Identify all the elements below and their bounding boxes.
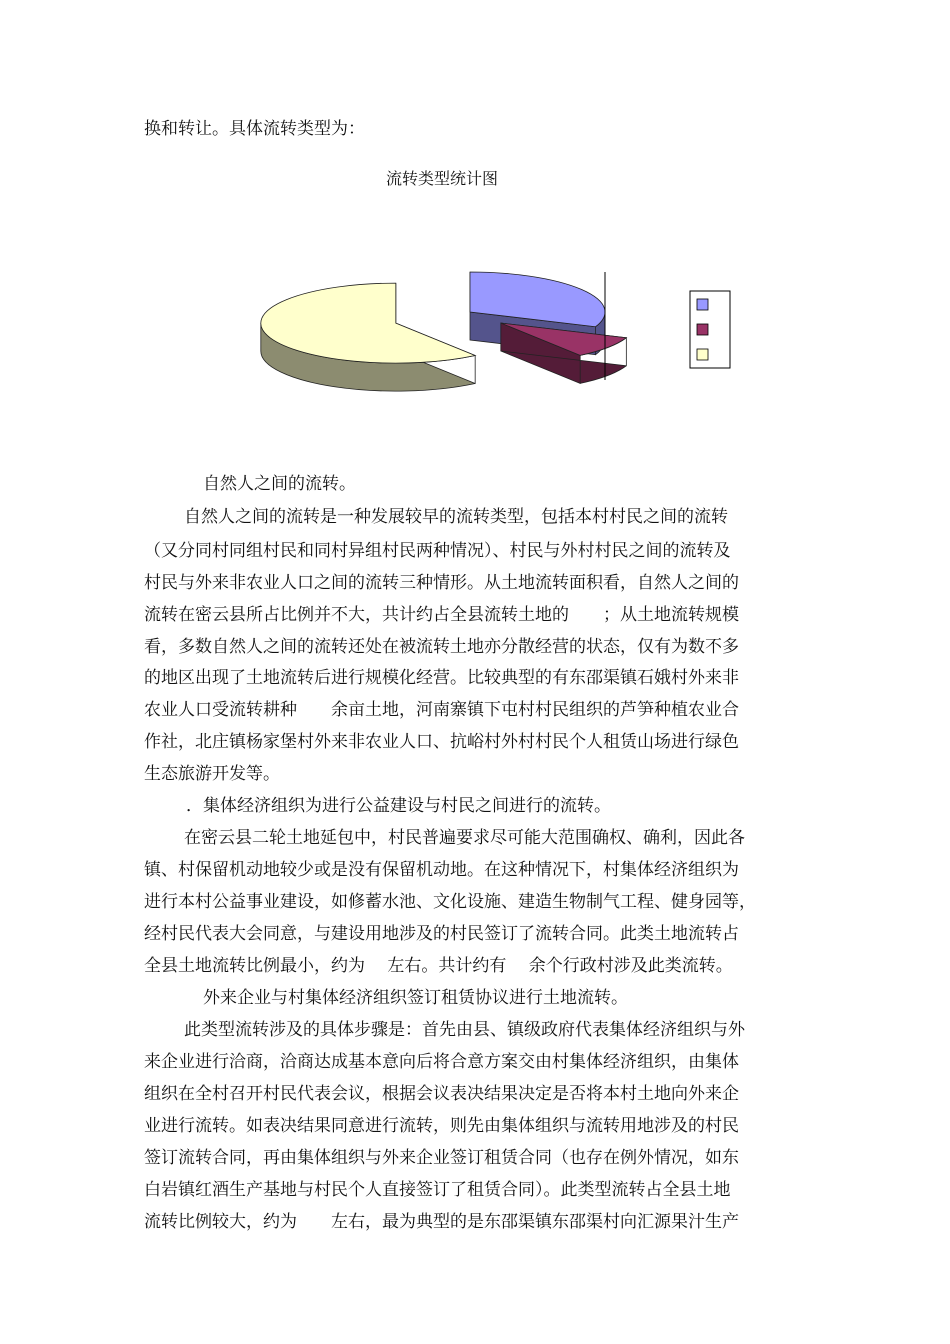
paragraph-line: 组织在全村召开村民代表会议，根据会议表决结果决定是否将本村土地向外来企 [144, 1084, 739, 1104]
paragraph-line: 流转比例较大，约为 左右，最为典型的是东邵渠镇东邵渠村向汇源果汁生产 [144, 1212, 739, 1232]
paragraph-line: 签订流转合同，再由集体组织与外来企业签订租赁合同（也存在例外情况，如东 [144, 1148, 739, 1168]
paragraph-line: 在密云县二轮土地延包中，村民普遍要求尽可能大范围确权、确利，因此各 [184, 828, 745, 848]
paragraph-line: 全县土地流转比例最小，约为 左右。共计约有 余个行政村涉及此类流转。 [144, 956, 733, 976]
paragraph-line: 进行本村公益事业建设，如修蓄水池、文化设施、建造生物制气工程、健身园等， [144, 892, 756, 912]
paragraph-line: 此类型流转涉及的具体步骤是：首先由县、镇级政府代表集体经济组织与外 [184, 1020, 745, 1040]
paragraph-line: 村民与外来非农业人口之间的流转三种情形。从土地流转面积看，自然人之间的 [144, 573, 739, 593]
paragraph-line: 看，多数自然人之间的流转还处在被流转土地亦分散经营的状态，仅有为数不多 [144, 637, 739, 657]
paragraph-line: ．集体经济组织为进行公益建设与村民之间进行的流转。 [186, 796, 611, 816]
intro-line: 换和转让。具体流转类型为： [144, 119, 365, 139]
paragraph-line: 农业人口受流转耕种 余亩土地，河南寨镇下屯村村民组织的芦笋种植农业合 [144, 700, 739, 720]
paragraph-line: 流转在密云县所占比例并不大，共计约占全县流转土地的 ；从土地流转规模 [144, 605, 739, 625]
paragraph-line: 业进行流转。如表决结果同意进行流转，则先由集体组织与流转用地涉及的村民 [144, 1116, 739, 1136]
paragraph-line: 作社，北庄镇杨家堡村外来非农业人口、抗峪村外村村民个人租赁山场进行绿色 [144, 732, 739, 752]
legend-swatch-3 [697, 349, 708, 360]
pie-chart [0, 0, 950, 420]
chart-title: 流转类型统计图 [386, 169, 499, 188]
paragraph-line: 来企业进行洽商，洽商达成基本意向后将合意方案交由村集体经济组织，由集体 [144, 1052, 739, 1072]
paragraph-line: 的地区出现了土地流转后进行规模化经营。比较典型的有东邵渠镇石娥村外来非 [144, 668, 739, 688]
paragraph-line: 经村民代表大会同意，与建设用地涉及的村民签订了流转合同。此类土地流转占 [144, 924, 739, 944]
chart-legend-box [690, 291, 730, 368]
paragraph-line: 镇、村保留机动地较少或是没有保留机动地。在这种情况下，村集体经济组织为 [144, 860, 739, 880]
paragraph-line: 白岩镇红酒生产基地与村民个人直接签订了租赁合同）。此类型流转占全县土地 [144, 1180, 731, 1200]
legend-swatch-1 [697, 299, 708, 310]
paragraph-line: 外来企业与村集体经济组织签订租赁协议进行土地流转。 [203, 988, 628, 1008]
legend-swatch-2 [697, 324, 708, 335]
paragraph-line: 自然人之间的流转。 [203, 474, 356, 494]
paragraph-line: （又分同村同组村民和同村异组村民两种情况）、村民与外村村民之间的流转及 [144, 541, 731, 561]
paragraph-line: 生态旅游开发等。 [144, 764, 280, 784]
paragraph-line: 自然人之间的流转是一种发展较早的流转类型，包括本村村民之间的流转 [184, 507, 728, 527]
